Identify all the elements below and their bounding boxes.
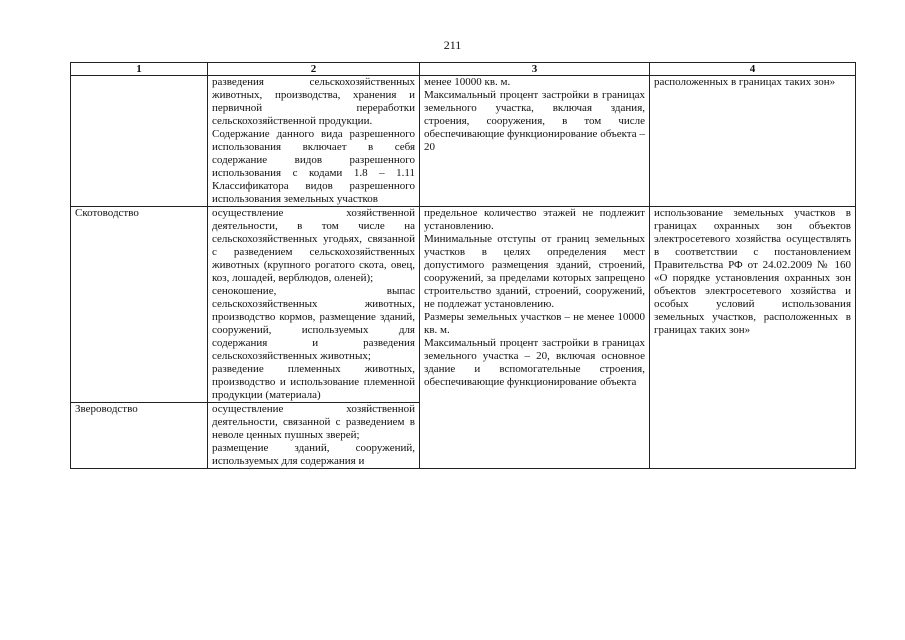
- header-col-3: 3: [420, 63, 650, 76]
- regulations-table: [70, 62, 856, 469]
- restrictions: расположенных в границах таких зон»: [654, 76, 836, 88]
- use-description: разведения сельскохозяйственных животных, производства, хранения и первичной переработки сельскохозяйственной продукции. Содержание данного вида разрешенного использования включает в себя содержание видов разрешенного использования с кодами 1.8 – 1.11 Классификатора видов разрешенного использования земельных участков: [212, 76, 415, 205]
- table-header: [71, 63, 856, 76]
- table-row: [71, 207, 856, 403]
- parameters: менее 10000 кв. м. Максимальный процент застройки в границах земельного участка, включая здания, строения, сооружения, в том числе обеспечивающие функционирование объекта – 20: [424, 76, 645, 153]
- use-name: Скотоводство: [75, 207, 139, 219]
- use-name: Звероводство: [75, 403, 138, 415]
- header-col-1: 1: [71, 63, 208, 76]
- page-number: 211: [443, 38, 462, 52]
- restrictions-cell: [650, 76, 856, 207]
- use-name-cell: [71, 76, 208, 207]
- use-name-cell: [71, 403, 208, 469]
- parameters: предельное количество этажей не подлежит установлению. Минимальные отступы от границ земельных участков в целях определения мест допустимого размещения зданий, строений, сооружений, за пределами которых запрещено строительство зданий, строений, сооружений, не подлежат установлению. Размеры земельных участков – не менее 10000 кв. м. Максимальный процент застройки в границах земельного участка – 20, включая основное здание и вспомогательные строения, обеспечивающие функционирование объекта: [424, 207, 645, 388]
- header-col-4: 4: [650, 63, 856, 76]
- parameters-cell: [420, 76, 650, 207]
- header-row: [71, 63, 856, 76]
- use-description-cell: [208, 403, 420, 469]
- restrictions: использование земельных участков в границах охранных зон объектов электросетевого хозяйства осуществлять в соответствии с постановлением Правительства РФ от 24.02.2009 № 160 «О порядке установления охранных зон объектов электросетевого хозяйства и особых условий использования земельных участков, расположенных в границах таких зон»: [654, 207, 851, 336]
- header-col-2: 2: [208, 63, 420, 76]
- use-description-cell: [208, 76, 420, 207]
- parameters-cell: [420, 207, 650, 469]
- use-description: осуществление хозяйственной деятельности, связанной с разведением в неволе ценных пушных зверей; размещение зданий, сооружений, используемых для содержания и: [212, 403, 415, 467]
- use-description: осуществление хозяйственной деятельности, в том числе на сельскохозяйственных угодьях, связанной с разведением сельскохозяйственных животных (крупного рогатого скота, овец, коз, лошадей, верблюдов, оленей); сенокошение, выпас сельскохозяйственных животных, производство кормов, размещение зданий, сооружений, используемых для содержания и разведения сельскохозяйственных животных; разведение племенных животных, производство и использование племенной продукции (материала): [212, 207, 415, 401]
- restrictions-cell: [650, 207, 856, 469]
- table-row: [71, 76, 856, 207]
- use-description-cell: [208, 207, 420, 403]
- use-name-cell: [71, 207, 208, 403]
